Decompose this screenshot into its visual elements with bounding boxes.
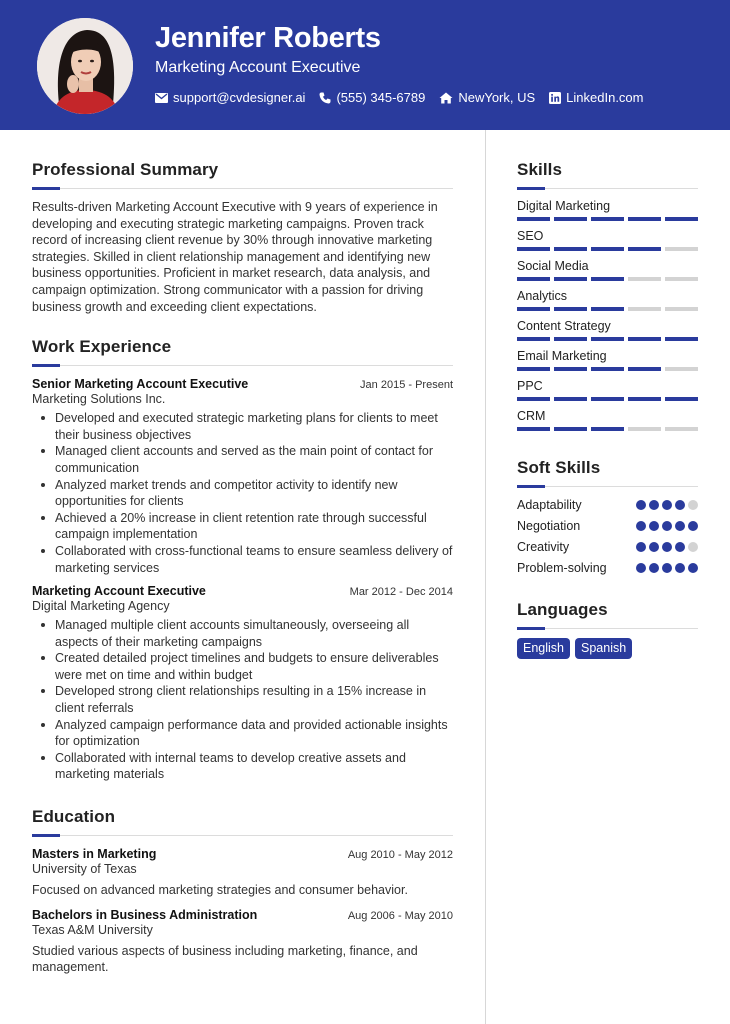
resume-header — [0, 0, 730, 130]
skill-level-bar — [517, 427, 698, 431]
skill-level-segment — [665, 397, 698, 401]
contact-linkedin[interactable] — [549, 90, 643, 105]
rating-dot — [649, 521, 659, 531]
list-item: Created detailed project timelines and budgets to ensure deliverables were met on time and within budget — [32, 650, 453, 683]
skill-level-segment — [665, 247, 698, 251]
soft-skill-item — [517, 494, 698, 515]
list-item: Developed strong client relationships resulting in a 15% increase in client referrals — [32, 683, 453, 716]
degree-name: Bachelors in Business Administration — [32, 907, 258, 922]
skill-level-segment — [554, 247, 587, 251]
skill-name: Digital Marketing — [517, 199, 611, 213]
languages-list — [517, 638, 698, 659]
job-company: Marketing Solutions Inc. — [32, 392, 166, 407]
section-rule — [517, 628, 698, 629]
school-name: University of Texas — [32, 862, 137, 877]
list-item: Achieved a 20% increase in client retention rate through successful campaign implementation — [32, 510, 453, 543]
list-item: Analyzed campaign performance data and provided actionable insights for optimization — [32, 717, 453, 750]
skill-level-segment — [554, 277, 587, 281]
job-entry — [32, 584, 453, 783]
skill-name: SEO — [517, 229, 544, 243]
contact-location-text: NewYork, US — [458, 90, 536, 105]
skill-level-segment — [554, 427, 587, 431]
soft-skills-heading: Soft Skills — [517, 458, 601, 477]
soft-skill-name: Negotiation — [517, 518, 581, 533]
rating-dot — [662, 563, 672, 573]
rating-dot — [662, 500, 672, 510]
soft-skill-rating — [636, 500, 698, 510]
list-item: Analyzed market trends and competitor activity to identify new opportunities for clients — [32, 477, 453, 510]
list-item: Managed multiple client accounts simultaneously, overseeing all aspects of their marketing campaigns — [32, 617, 453, 650]
skill-name: Content Strategy — [517, 319, 611, 333]
language-badge: English — [517, 638, 570, 659]
home-icon — [439, 92, 453, 104]
soft-skill-rating — [636, 563, 698, 573]
skill-level-segment — [517, 247, 550, 251]
skill-name: Social Media — [517, 259, 589, 273]
skill-level-segment — [628, 397, 661, 401]
skill-item — [517, 258, 698, 288]
rating-dot — [662, 521, 672, 531]
rating-dot — [675, 563, 685, 573]
skill-level-segment — [591, 397, 624, 401]
rating-dot — [675, 500, 685, 510]
job-bullets — [32, 410, 453, 576]
rating-dot — [675, 521, 685, 531]
skill-level-segment — [517, 307, 550, 311]
rating-dot — [649, 500, 659, 510]
education-date: Aug 2010 - May 2012 — [347, 849, 453, 862]
skill-level-segment — [665, 367, 698, 371]
list-item: Collaborated with cross-functional teams to ensure seamless delivery of marketing services — [32, 543, 453, 576]
rating-dot — [636, 563, 646, 573]
skills-heading: Skills — [517, 160, 563, 179]
skill-level-segment — [591, 307, 624, 311]
main-column — [32, 160, 453, 976]
languages-section — [517, 600, 698, 659]
job-bullets — [32, 617, 453, 783]
soft-skill-item — [517, 515, 698, 536]
rating-dot — [688, 521, 698, 531]
experience-heading: Work Experience — [32, 337, 172, 357]
skill-level-segment — [517, 217, 550, 221]
skill-level-segment — [665, 307, 698, 311]
skill-level-segment — [628, 277, 661, 281]
skill-level-segment — [517, 367, 550, 371]
job-company: Digital Marketing Agency — [32, 599, 170, 614]
skill-level-segment — [591, 427, 624, 431]
skill-level-segment — [591, 367, 624, 371]
section-rule — [517, 486, 698, 487]
rating-dot — [688, 500, 698, 510]
summary-text: Results-driven Marketing Account Executive with 9 years of experience in developing and executing strategic marketing campaigns. Proven track record of increasing client revenue by 30% through innovative marketing strategies. Skilled in client relationship management and identifying new business opportunities. Proficient in market research, data analysis, and campaign optimization. Strong communicator with a passion for driving business growth and exceeding client expectations. — [32, 200, 438, 314]
section-rule — [32, 365, 453, 366]
list-item: Managed client accounts and served as the main point of contact for communication — [32, 443, 453, 476]
skill-level-bar — [517, 367, 698, 371]
contact-phone[interactable] — [319, 90, 425, 105]
profile-photo — [37, 18, 133, 114]
education-entry — [32, 908, 453, 976]
soft-skill-name: Adaptability — [517, 497, 582, 512]
skill-level-segment — [591, 277, 624, 281]
contact-phone-text: (555) 345-6789 — [336, 90, 426, 105]
rating-dot — [662, 542, 672, 552]
sidebar-column — [517, 160, 698, 659]
skill-level-segment — [665, 277, 698, 281]
education-date: Aug 2006 - May 2010 — [347, 909, 453, 922]
summary-section — [32, 160, 453, 315]
soft-skill-item — [517, 536, 698, 557]
skill-item — [517, 228, 698, 258]
rating-dot — [636, 500, 646, 510]
skill-level-segment — [554, 217, 587, 221]
degree-name: Masters in Marketing — [32, 847, 157, 862]
soft-skill-item — [517, 557, 698, 578]
soft-skills-section — [517, 458, 698, 578]
rating-dot — [675, 542, 685, 552]
rating-dot — [688, 563, 698, 573]
school-name: Texas A&M University — [32, 922, 153, 937]
skill-item — [517, 198, 698, 228]
section-rule — [517, 188, 698, 189]
skill-level-bar — [517, 247, 698, 251]
skill-level-segment — [665, 337, 698, 341]
soft-skill-rating — [636, 542, 698, 552]
rating-dot — [636, 542, 646, 552]
skill-name: Analytics — [517, 289, 568, 303]
job-role: Marketing Account Executive — [32, 584, 206, 599]
soft-skills-list — [517, 494, 698, 578]
skill-name: CRM — [517, 409, 546, 423]
skill-level-bar — [517, 307, 698, 311]
summary-heading: Professional Summary — [32, 160, 219, 179]
section-rule — [32, 188, 453, 189]
skill-item — [517, 408, 698, 438]
experience-section — [32, 337, 453, 783]
contact-email-text: support@cvdesigner.ai — [173, 90, 306, 105]
job-entry — [32, 377, 453, 576]
phone-icon — [319, 92, 331, 104]
skill-level-segment — [517, 397, 550, 401]
contact-location[interactable] — [439, 90, 535, 105]
skill-level-segment — [591, 337, 624, 341]
skill-level-bar — [517, 217, 698, 221]
skill-item — [517, 348, 698, 378]
skill-level-segment — [665, 217, 698, 221]
skill-level-bar — [517, 277, 698, 281]
contact-linkedin-text: LinkedIn.com — [566, 90, 644, 105]
skill-name: PPC — [517, 379, 543, 393]
soft-skill-rating — [636, 521, 698, 531]
soft-skill-name: Problem-solving — [517, 560, 607, 575]
list-item: Collaborated with internal teams to develop creative assets and marketing materials — [32, 750, 453, 783]
linkedin-icon — [549, 92, 561, 104]
skill-level-segment — [628, 307, 661, 311]
skill-item — [517, 378, 698, 408]
skills-section — [517, 160, 698, 438]
column-divider — [485, 130, 486, 1024]
skill-level-segment — [554, 307, 587, 311]
list-item: Developed and executed strategic marketing plans for clients to meet their business objectives — [32, 410, 453, 443]
skill-item — [517, 318, 698, 348]
languages-heading: Languages — [517, 600, 608, 619]
skill-level-segment — [665, 427, 698, 431]
skill-level-bar — [517, 337, 698, 341]
skill-level-segment — [517, 277, 550, 281]
skill-level-segment — [628, 427, 661, 431]
job-date: Jan 2015 - Present — [360, 379, 453, 392]
education-description: Studied various aspects of business including marketing, finance, and management. — [32, 943, 418, 975]
section-rule — [32, 835, 453, 836]
skill-level-segment — [517, 337, 550, 341]
skill-level-segment — [628, 367, 661, 371]
rating-dot — [688, 542, 698, 552]
education-entry — [32, 847, 453, 899]
job-date: Mar 2012 - Dec 2014 — [349, 586, 453, 599]
candidate-name: Jennifer Roberts — [155, 22, 381, 54]
skill-level-segment — [628, 217, 661, 221]
skill-level-segment — [628, 337, 661, 341]
skill-level-segment — [554, 337, 587, 341]
education-heading: Education — [32, 807, 116, 827]
skill-level-segment — [554, 367, 587, 371]
skills-list — [517, 198, 698, 438]
skill-item — [517, 288, 698, 318]
skill-level-segment — [517, 427, 550, 431]
skill-level-segment — [554, 397, 587, 401]
rating-dot — [649, 542, 659, 552]
skill-name: Email Marketing — [517, 349, 607, 363]
rating-dot — [636, 521, 646, 531]
contact-list — [155, 90, 658, 105]
language-badge: Spanish — [575, 638, 632, 659]
education-section — [32, 807, 453, 976]
skill-level-segment — [628, 247, 661, 251]
education-description: Focused on advanced marketing strategies and consumer behavior. — [32, 883, 408, 898]
skill-level-segment — [591, 217, 624, 221]
soft-skill-name: Creativity — [517, 539, 570, 554]
rating-dot — [649, 563, 659, 573]
envelope-icon — [155, 93, 168, 103]
skill-level-bar — [517, 397, 698, 401]
candidate-title: Marketing Account Executive — [155, 59, 361, 76]
job-role: Senior Marketing Account Executive — [32, 377, 249, 392]
skill-level-segment — [591, 247, 624, 251]
contact-email[interactable] — [155, 90, 305, 105]
